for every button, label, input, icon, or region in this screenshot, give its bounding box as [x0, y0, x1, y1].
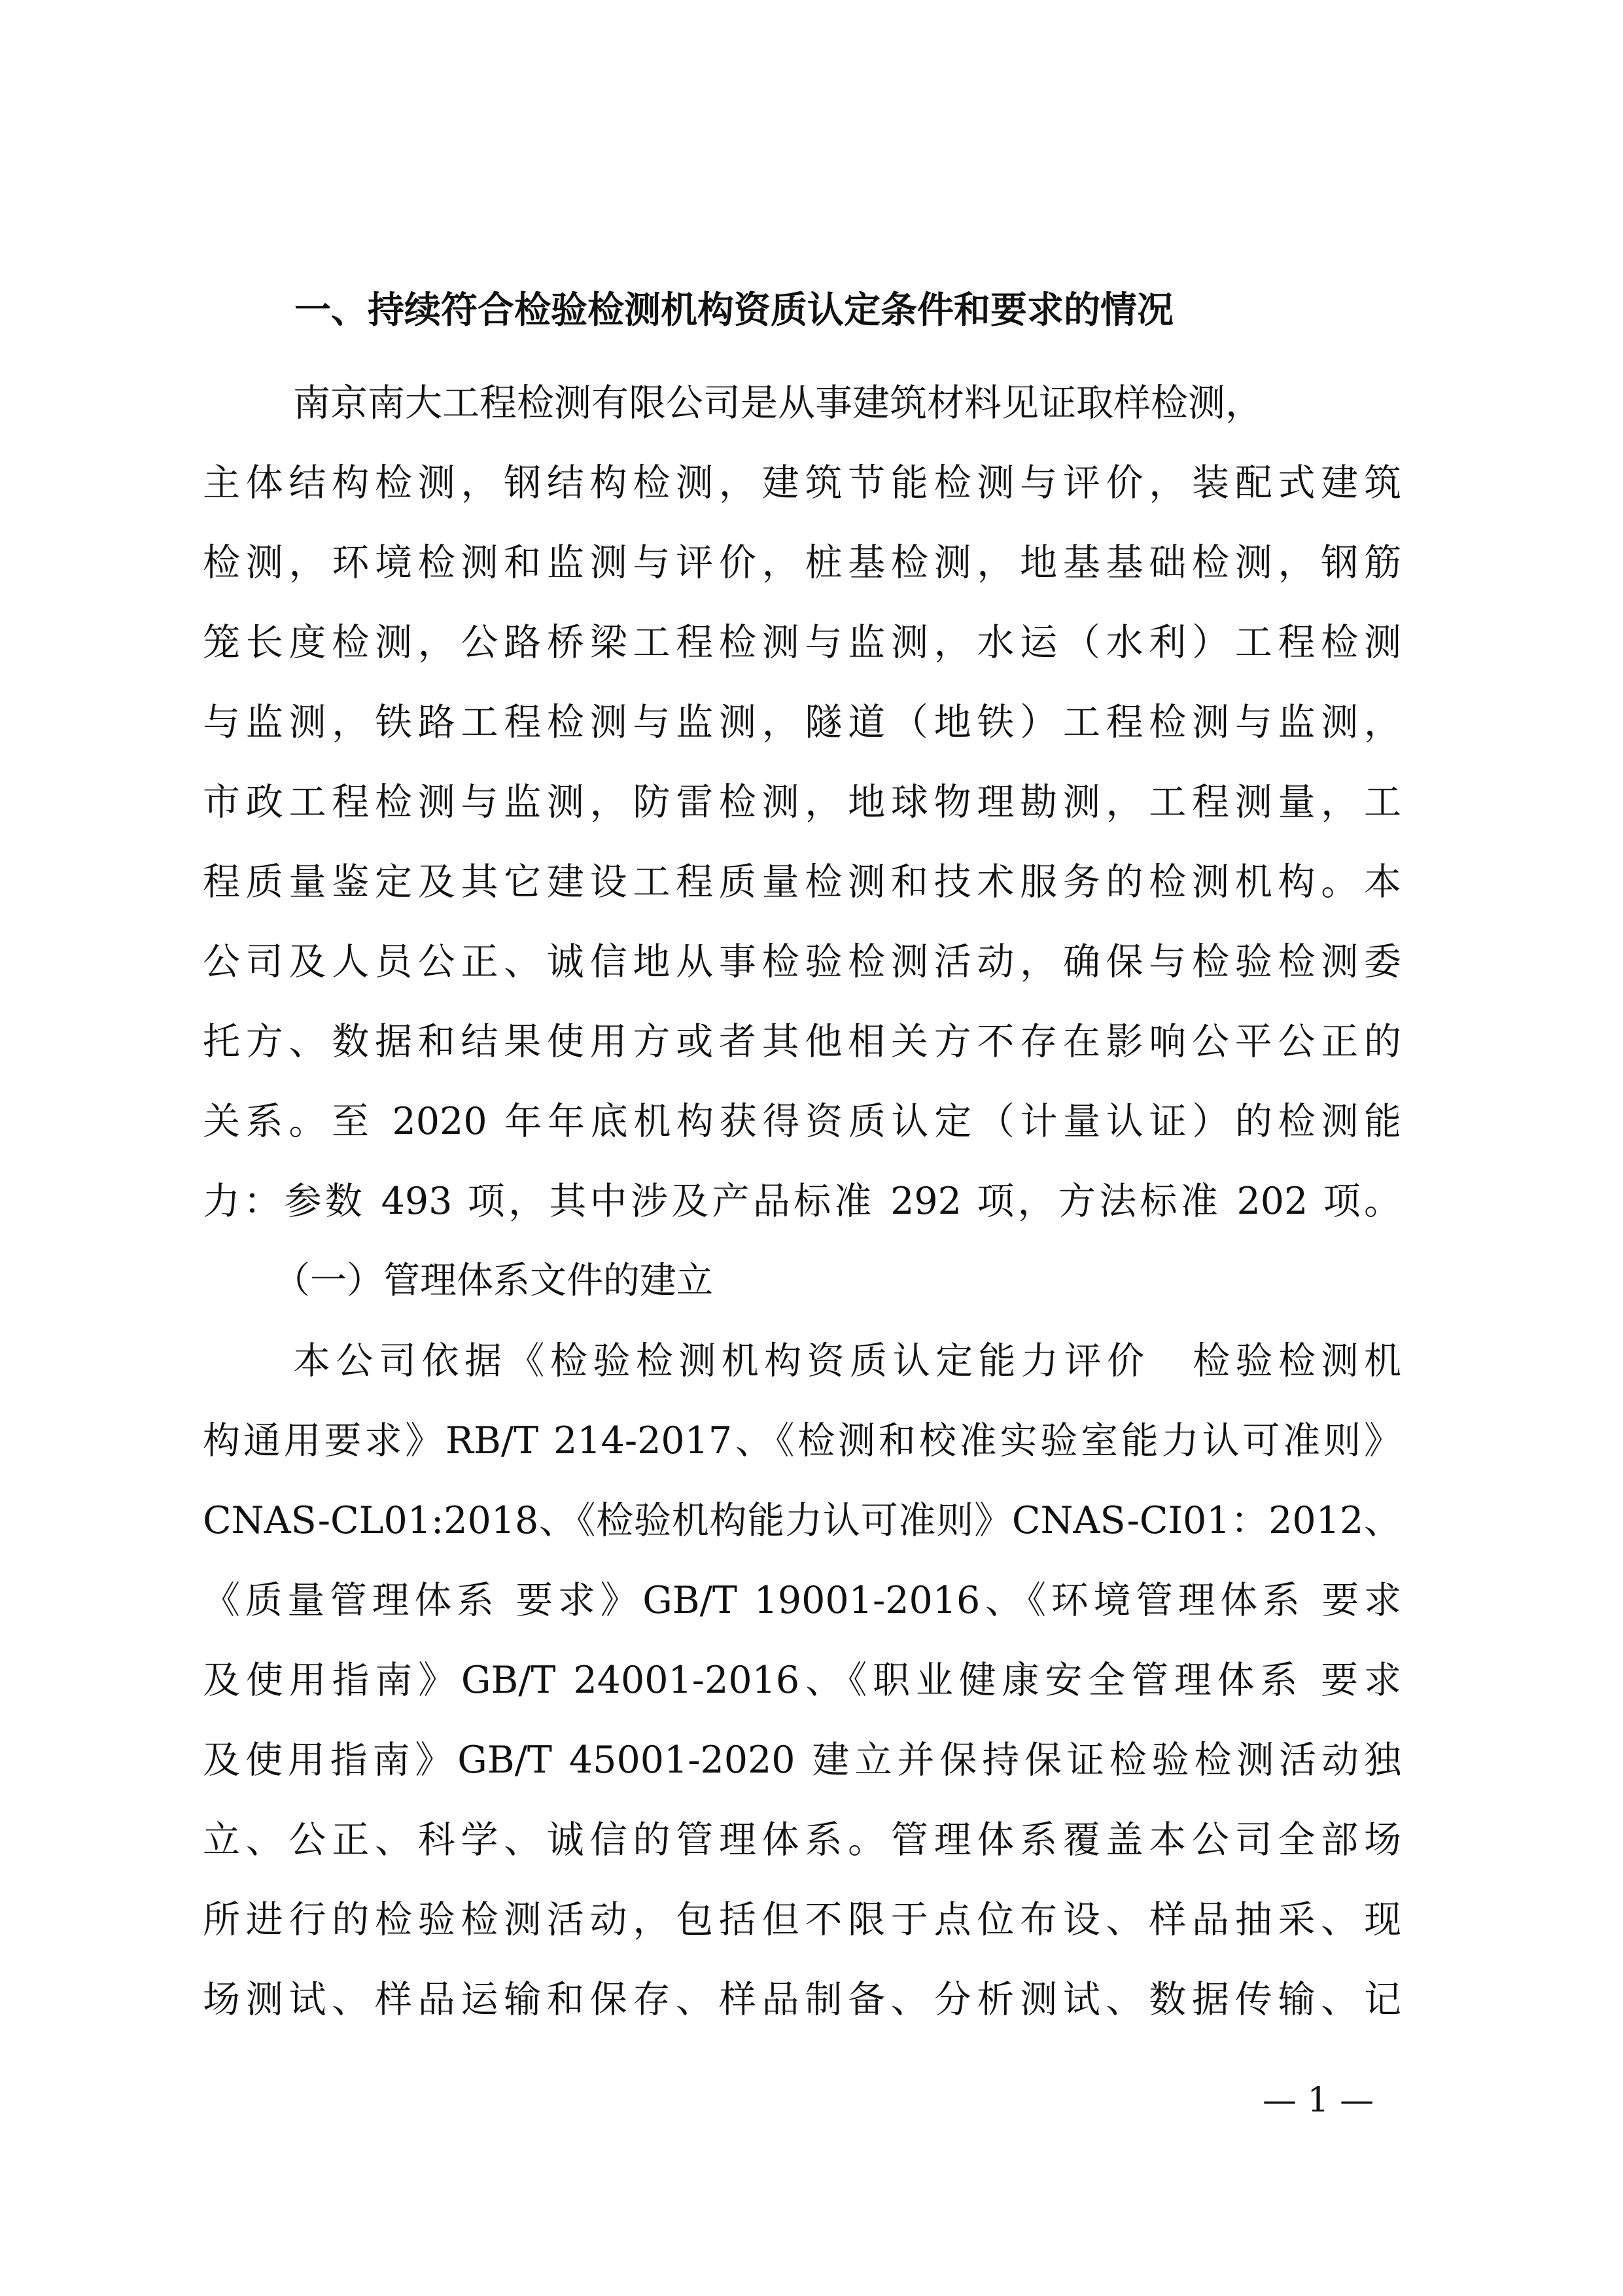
text-line: CNAS-CL01:2018、《检验机构能力认可准则》CNAS-CI01：2012、: [203, 1499, 1401, 1542]
text-line: 检测，环境检测和监测与评价，桩基检测，地基基础检测，钢筋: [203, 541, 1401, 584]
text-line: 所进行的检验检测活动，包括但不限于点位布设、样品抽采、现: [203, 1898, 1401, 1941]
text-line: 主体结构检测，钢结构检测，建筑节能检测与评价，装配式建筑: [203, 461, 1401, 504]
text-line: 立、公正、科学、诚信的管理体系。管理体系覆盖本公司全部场: [203, 1818, 1401, 1862]
text-line: 及使用指南》GB/T 45001-2020 建立并保持保证检验检测活动独: [203, 1739, 1401, 1782]
text-line: 与监测，铁路工程检测与监测，隧道（地铁）工程检测与监测，: [203, 701, 1401, 744]
text-line: 力：参数 493 项，其中涉及产品标准 292 项，方法标准 202 项。: [203, 1180, 1401, 1223]
section-heading: 一、持续符合检验检测机构资质认定条件和要求的情况: [294, 289, 1174, 332]
text-line: 本公司依据《检验检测机构资质认定能力评价 检验检测机: [293, 1339, 1401, 1383]
text-line: 市政工程检测与监测，防雷检测，地球物理勘测，工程测量，工: [203, 781, 1401, 824]
subsection-heading: （一）管理体系文件的建立: [273, 1260, 713, 1302]
text-line: 《质量管理体系 要求》GB/T 19001-2016、《环境管理体系 要求: [203, 1579, 1401, 1622]
text-line: 程质量鉴定及其它建设工程质量检测和技术服务的检测机构。本: [203, 860, 1401, 904]
text-line: 场测试、样品运输和保存、样品制备、分析测试、数据传输、记: [203, 1978, 1401, 2021]
text-line: 及使用指南》GB/T 24001-2016、《职业健康安全管理体系 要求: [203, 1659, 1401, 1702]
page-number: — 1 —: [1263, 2081, 1374, 2120]
text-line: 南京南大工程检测有限公司是从事建筑材料见证取样检测，: [293, 381, 1263, 425]
text-line: 笼长度检测，公路桥梁工程检测与监测，水运（水利）工程检测: [203, 621, 1401, 664]
text-line: 托方、数据和结果使用方或者其他相关方不存在影响公平公正的: [203, 1020, 1401, 1063]
text-line: 构通用要求》RB/T 214-2017、《检测和校准实验室能力认可准则》: [203, 1419, 1401, 1462]
text-line: 公司及人员公正、诚信地从事检验检测活动，确保与检验检测委: [203, 940, 1401, 983]
text-line: 关系。至 2020 年年底机构获得资质认定（计量认证）的检测能: [203, 1100, 1401, 1143]
